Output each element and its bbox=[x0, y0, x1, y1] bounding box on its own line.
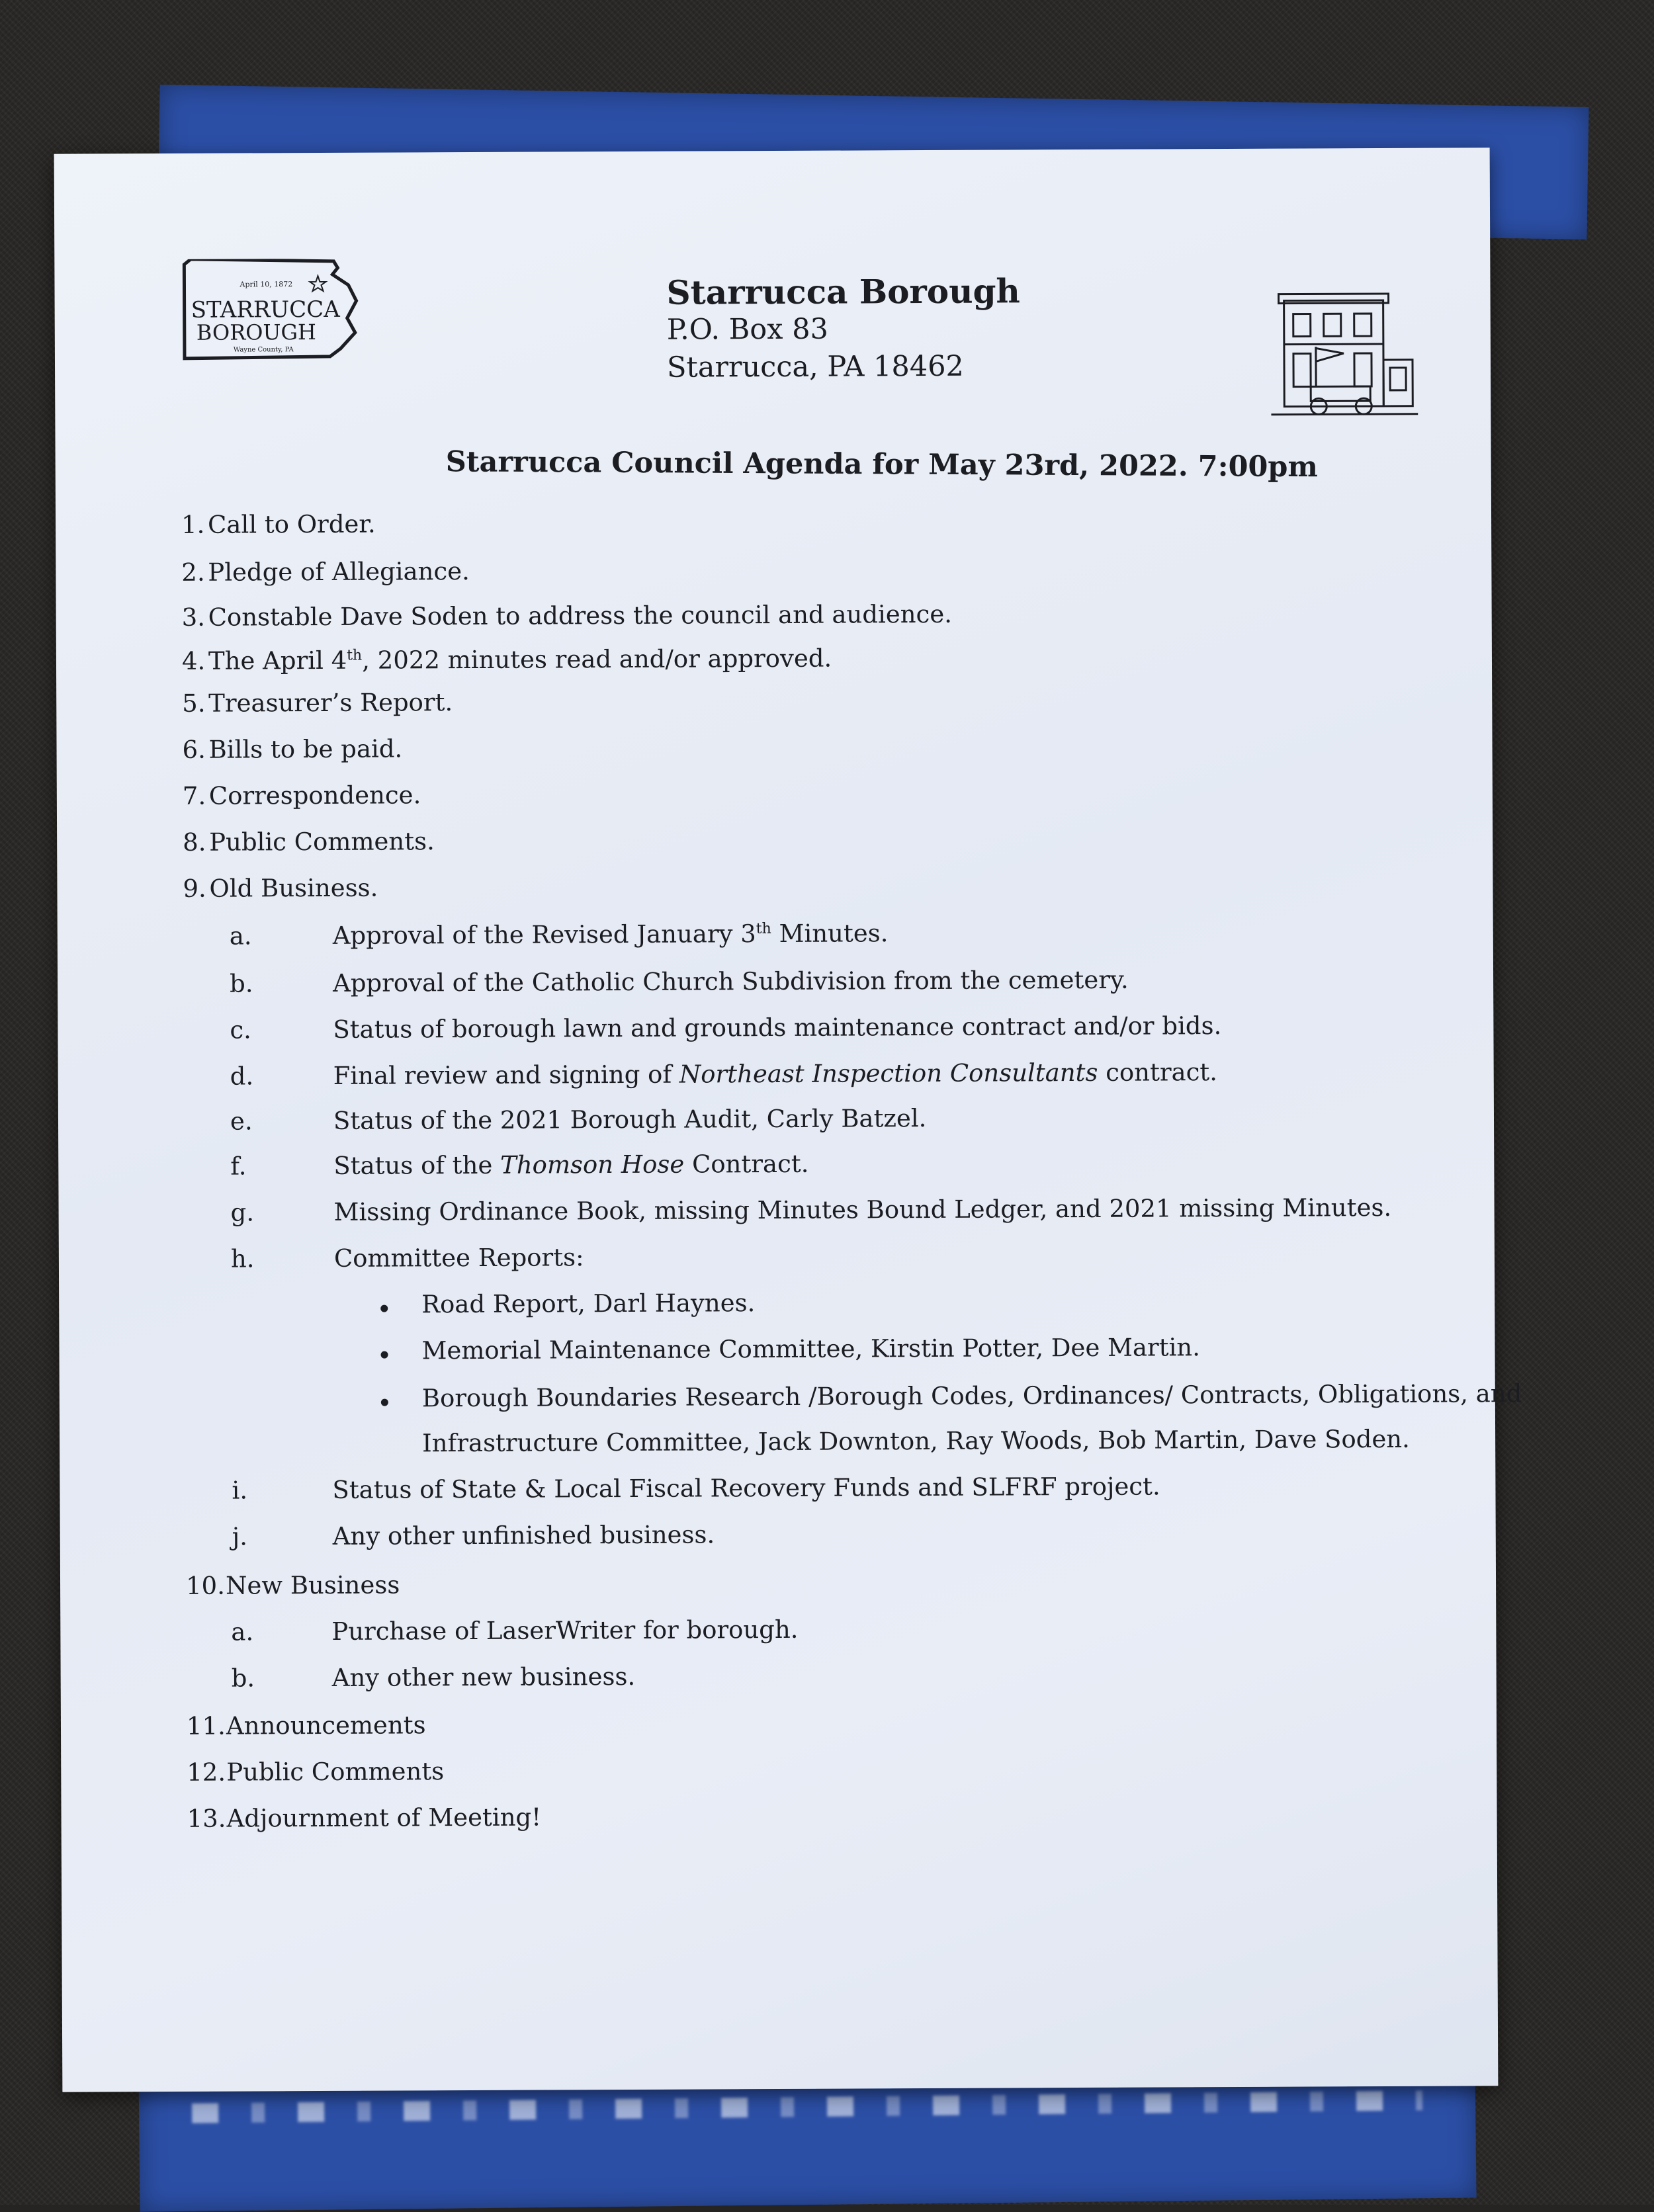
bullet-dot bbox=[381, 1351, 388, 1359]
letterhead bbox=[666, 272, 1020, 386]
svg-text:April 10, 1872: April 10, 1872 bbox=[239, 280, 292, 288]
building-sketch-icon bbox=[1271, 287, 1418, 420]
agenda-title: Starrucca Council Agenda for May 23rd, 2022. 7:00pm bbox=[446, 445, 1319, 484]
bullet-dot bbox=[381, 1399, 388, 1406]
address-line-2: Starrucca, PA 18462 bbox=[667, 347, 1021, 386]
borough-seal-logo bbox=[181, 259, 359, 362]
agenda-paper bbox=[54, 148, 1499, 2092]
bullet-dot bbox=[380, 1305, 388, 1312]
svg-text:STARRUCCA: STARRUCCA bbox=[191, 296, 341, 323]
address-line-1: P.O. Box 83 bbox=[667, 310, 1021, 349]
svg-text:Wayne County, PA: Wayne County, PA bbox=[234, 346, 294, 353]
svg-text:BOROUGH: BOROUGH bbox=[196, 319, 316, 345]
agenda-list: 1. Call to Order. 2. Pledge of Allegiance. 3. Constable Dave Soden to address the council and audience. 4. The April 4th, 2022 minutes read and/or approved. 5. Treasurer’s Report. 6. Bills to be paid. 7. Correspondence. 8. Public Comments. 9. Old Business. a. Approval of the Revised January 3th Minutes. b. Approval of the Catholic Church Subdivision from the cemetery. c. Status of borough lawn and grounds maintenance contract and/or bids. d. Final review and signing of Northeast Inspection Consultants contract. e. Status of the 2021 Borough Audit, Carly Batzel. f. Status of the Thomson Hose Contract. g. Missing Ordinance Book, missing Minutes Bound Ledger, and 2021 missing Minutes. h. Committee Reports: Road Report, Darl Haynes. Memorial Maintenance Committee, Kirstin Potter, Dee Martin. Borough Boundaries Research /Borough Codes, Ordinances/ Contracts, Obligations, and Infrastructure Committee, Jack Downton, Ray Woods, Bob Martin, Dave Soden. i. Status of State & Local Fiscal Recovery Funds and SLFRF project. j. Any other unfinished business. 10. New Business a. Purchase of LaserWriter for borough. b. Any other new business. 11. Announcements 12. Public Comments 13. Adjournment of Meeting! bbox=[181, 505, 1438, 511]
org-name: Starrucca Borough bbox=[666, 272, 1020, 311]
